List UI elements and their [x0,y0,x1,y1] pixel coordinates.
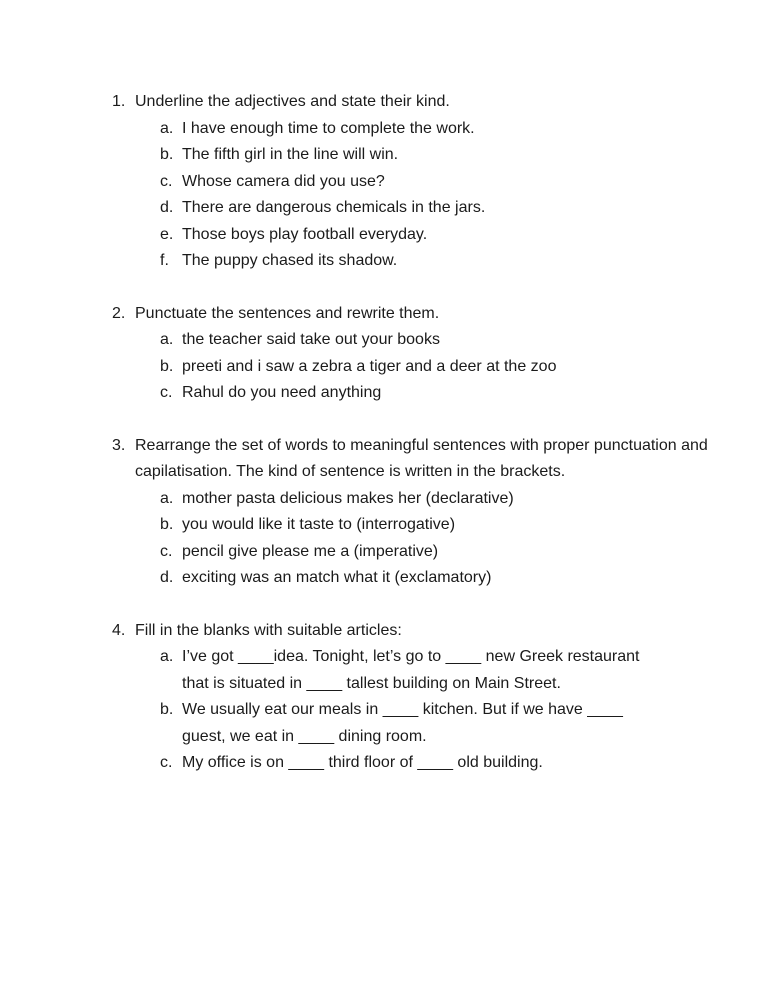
list-item-letter: c. [160,754,173,771]
list-item-text: preeti and i saw a zebra a tiger and a deer at the zoo [182,357,557,375]
list-item [160,222,728,249]
list-item-letter: b. [160,701,174,718]
list-item-letter: f. [160,252,169,269]
list-item-text: We usually eat our meals in ____ kitchen. But if we have ____ guest, we eat in ____ dining room. [182,701,623,745]
question-item-list [112,644,728,777]
list-item-text: I have enough time to complete the work. [182,119,475,137]
list-item-text: pencil give please me a (imperative) [182,542,439,560]
question-prompt: Punctuate the sentences and rewrite them. [135,304,440,322]
list-item-text: Whose camera did you use? [182,172,385,190]
list-item-letter: d. [160,199,174,216]
question-number: 1. [112,93,126,110]
list-item-text: exciting was an match what it (exclamatory) [182,569,492,586]
question-block [112,301,728,407]
question-item-list [112,327,728,407]
question-prompt-line [112,433,728,486]
question-item-list [112,486,728,592]
list-item-text: the teacher said take out your books [182,331,440,348]
list-item-letter: b. [160,516,174,533]
list-item [160,327,728,354]
question-prompt-line [112,89,728,116]
question-prompt: Underline the adjectives and state their kind. [135,93,450,110]
list-item [160,248,728,275]
list-item [160,116,728,143]
list-item [160,486,728,513]
list-item-letter: a. [160,119,174,137]
question-prompt-line [112,301,728,328]
question-number: 2. [112,304,126,322]
list-item-letter: c. [160,542,173,560]
list-item-text: The fifth girl in the line will win. [182,146,399,163]
list-item [160,565,728,592]
list-item-text: I’ve got ____idea. Tonight, let’s go to ____ new Greek restaurant that is situated in ____ tallest building on Main Street. [182,648,640,692]
question-number: 3. [112,436,126,454]
list-item [160,380,728,407]
list-item-text: My office is on ____ third floor of ____ old building. [182,754,543,771]
list-item [160,644,728,697]
list-item [160,354,728,381]
list-item-letter: a. [160,648,174,665]
list-item [160,539,728,566]
list-item [160,697,728,750]
list-item-letter: d. [160,569,174,586]
question-prompt: Fill in the blanks with suitable articles: [135,621,402,639]
list-item [160,169,728,196]
list-item [160,512,728,539]
list-item [160,750,728,777]
list-item-letter: a. [160,489,174,507]
question-number: 4. [112,621,126,639]
list-item-text: The puppy chased its shadow. [182,252,398,269]
list-item-text: mother pasta delicious makes her (declarative) [182,489,514,507]
question-prompt: Rearrange the set of words to meaningful sentences with proper punctuation and capilatisation. The kind of sentence is written in the brackets. [135,436,708,480]
list-item [160,195,728,222]
list-item-letter: b. [160,357,174,375]
list-item-text: There are dangerous chemicals in the jars. [182,199,486,216]
list-item-letter: c. [160,384,173,401]
list-item-letter: e. [160,225,174,243]
question-prompt-line [112,618,728,645]
question-block [112,618,728,777]
list-item [160,142,728,169]
question-block [112,89,728,275]
list-item-letter: a. [160,331,174,348]
list-item-letter: c. [160,172,173,190]
question-block [112,433,728,592]
question-item-list [112,116,728,275]
list-item-letter: b. [160,146,174,163]
list-item-text: Rahul do you need anything [182,384,382,401]
list-item-text: Those boys play football everyday. [182,225,428,243]
list-item-text: you would like it taste to (interrogative) [182,516,456,533]
